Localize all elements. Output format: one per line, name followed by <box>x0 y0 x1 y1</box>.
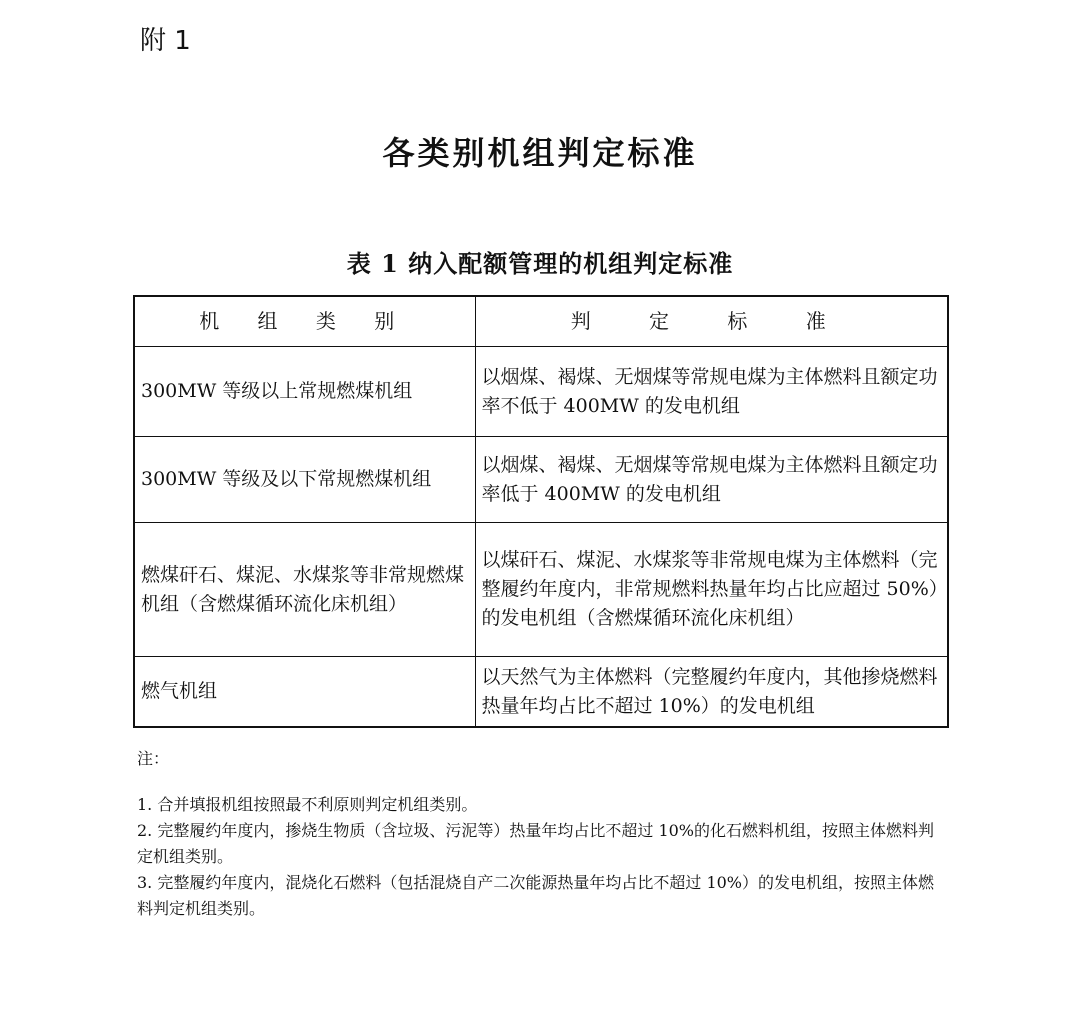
table-row <box>134 523 948 657</box>
table-title: 表 1 纳入配额管理的机组判定标准 <box>346 249 734 278</box>
page-title: 各类别机组判定标准 <box>382 134 698 172</box>
notes-section <box>137 746 947 922</box>
criteria-table <box>133 295 949 728</box>
attachment-label: 附 1 <box>140 26 191 56</box>
criterion-cell: 以烟煤、褐煤、无烟煤等常规电煤为主体燃料且额定功率不低于 400MW 的发电机组 <box>475 347 948 437</box>
unit-category-cell: 300MW 等级以上常规燃煤机组 <box>134 347 475 437</box>
criterion-cell: 以烟煤、褐煤、无烟煤等常规电煤为主体燃料且额定功率低于 400MW 的发电机组 <box>475 437 948 523</box>
criterion-cell: 以煤矸石、煤泥、水煤浆等非常规电煤为主体燃料（完整履约年度内，非常规燃料热量年均占比应超过 50%）的发电机组（含燃煤循环流化床机组） <box>475 523 948 657</box>
header-unit-category: 机 组 类 别 <box>134 296 475 347</box>
table-header-row <box>134 296 948 347</box>
unit-category-cell: 300MW 等级及以下常规燃煤机组 <box>134 437 475 523</box>
table-row <box>134 657 948 728</box>
table-row <box>134 437 948 523</box>
notes-heading: 注： <box>137 749 170 768</box>
note-item: 1. 合并填报机组按照最不利原则判定机组类别。 <box>137 795 478 814</box>
unit-category-cell: 燃煤矸石、煤泥、水煤浆等非常规燃煤机组（含燃煤循环流化床机组） <box>134 523 475 657</box>
note-item: 2. 完整履约年度内，掺烧生物质（含垃圾、污泥等）热量年均占比不超过 10%的化石燃料机组，按照主体燃料判定机组类别。 <box>137 821 935 866</box>
note-item: 3. 完整履约年度内，混烧化石燃料（包括混烧自产二次能源热量年均占比不超过 10%）的发电机组，按照主体燃料判定机组类别。 <box>137 873 935 918</box>
unit-category-cell: 燃气机组 <box>134 657 475 728</box>
criterion-cell: 以天然气为主体燃料（完整履约年度内，其他掺烧燃料热量年均占比不超过 10%）的发电机组 <box>475 657 948 728</box>
table-row <box>134 347 948 437</box>
header-criterion: 判 定 标 准 <box>475 296 948 347</box>
